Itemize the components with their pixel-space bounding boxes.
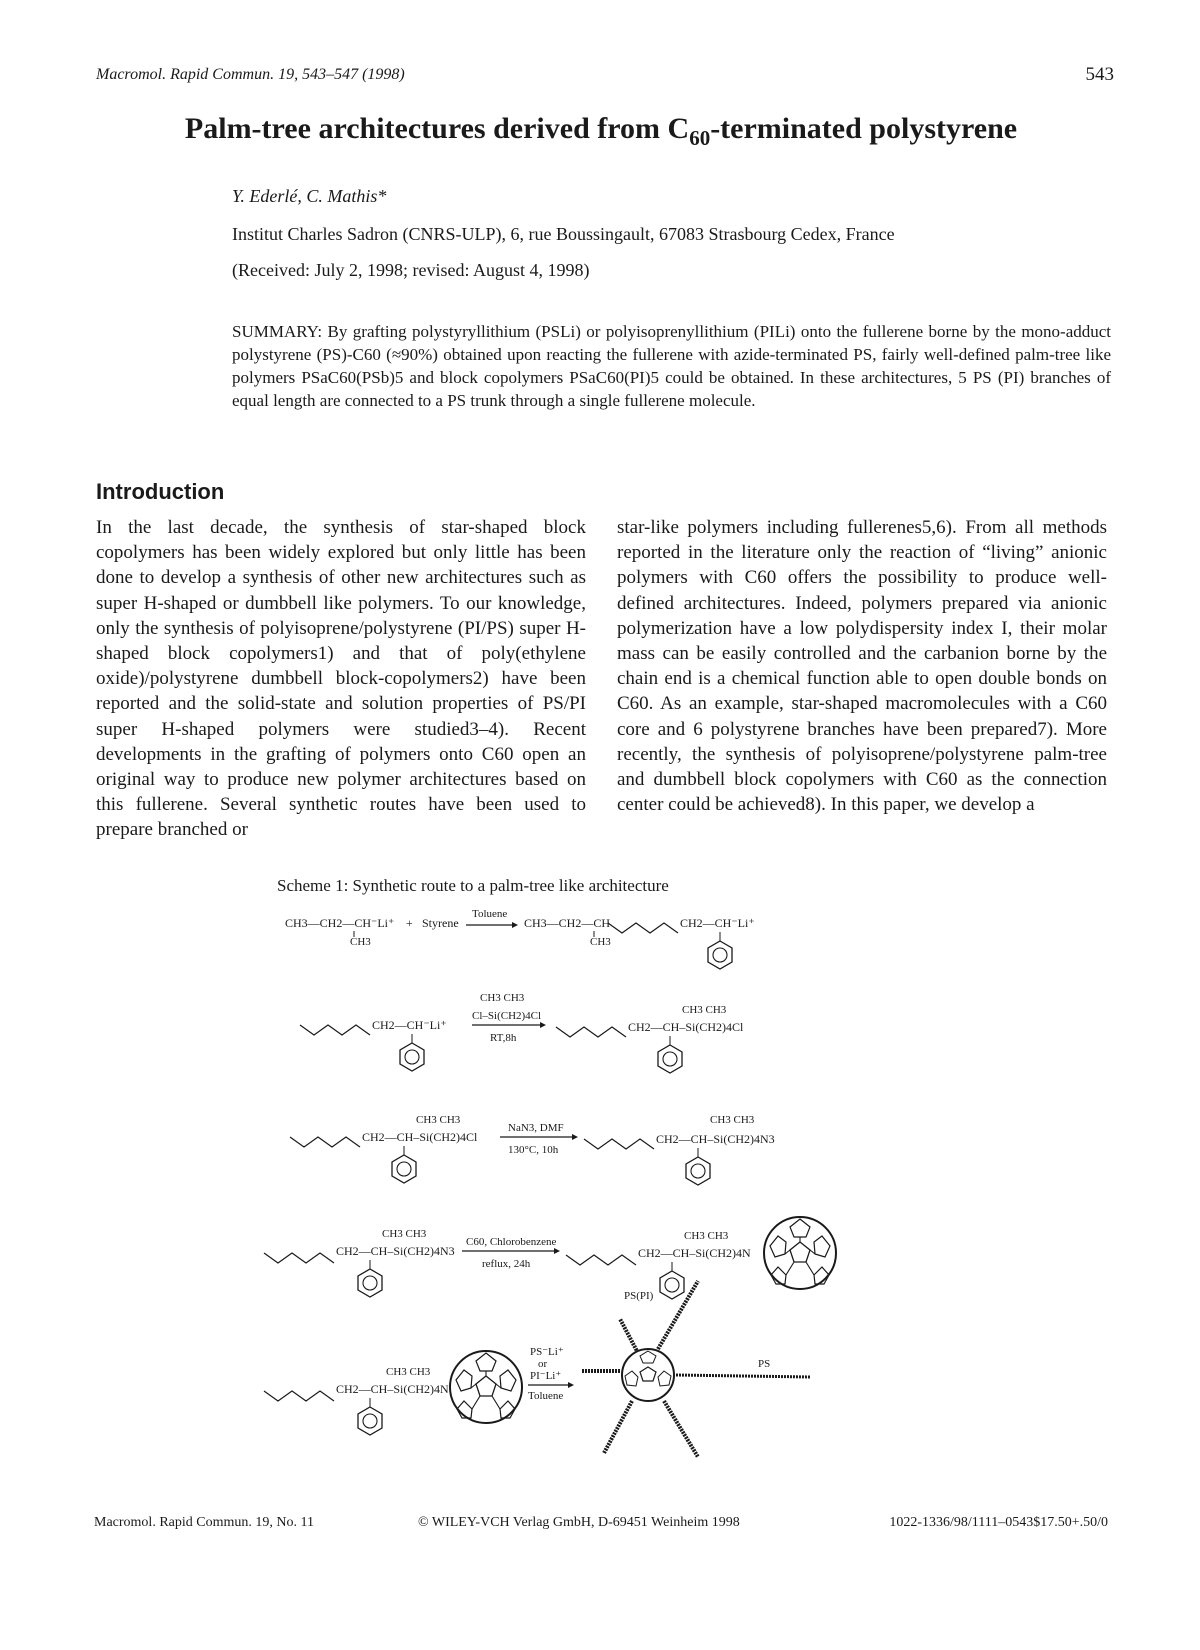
- footer-copyright: © WILEY-VCH Verlag GmbH, D-69451 Weinheim 1998: [418, 1515, 740, 1530]
- step1-product: CH3—CH2—CH: [524, 916, 611, 930]
- benzene-ring-icon: [660, 1271, 684, 1299]
- benzene-ring-icon: [358, 1269, 382, 1297]
- reaction-scheme: [260, 905, 850, 1475]
- article-title: [96, 112, 1106, 150]
- step4-product: CH2—CH–Si(CH2)4N: [638, 1246, 751, 1260]
- page-number: 543: [1085, 64, 1114, 85]
- step3-reactant: CH2—CH–Si(CH2)4Cl: [362, 1130, 478, 1144]
- received-dates: (Received: July 2, 1998; revised: August 4, 1998): [232, 260, 590, 280]
- scheme-row-1: [285, 908, 755, 969]
- step5-reagent-1: PS⁻Li⁺: [530, 1346, 564, 1358]
- benzene-ring-icon: [686, 1157, 710, 1185]
- step2-condition: RT,8h: [490, 1032, 517, 1044]
- step2-reagent: Cl–Si(CH2)4Cl: [472, 1010, 542, 1022]
- step4-condition: reflux, 24h: [482, 1258, 531, 1270]
- benzene-ring-icon: [400, 1043, 424, 1071]
- step1-product-tail: CH2—CH⁻Li⁺: [680, 916, 755, 930]
- step3-condition: 130°C, 10h: [508, 1144, 559, 1156]
- scheme-row-5: [264, 1281, 810, 1457]
- summary-label: SUMMARY:: [232, 322, 323, 341]
- scheme-row-3: [290, 1114, 775, 1185]
- title-main: Palm-tree architectures derived from C: [184, 112, 690, 145]
- step5-solvent: Toluene: [528, 1390, 564, 1402]
- step2-product: CH2—CH–Si(CH2)4Cl: [628, 1020, 744, 1034]
- step5-reactant: CH2—CH–Si(CH2)4N: [336, 1382, 449, 1396]
- step5-reagent-or: or: [538, 1358, 548, 1370]
- benzene-ring-icon: [358, 1407, 382, 1435]
- step5-methyls: CH3 CH3: [386, 1366, 431, 1378]
- benzene-ring-icon: [708, 941, 732, 969]
- summary: [232, 320, 1111, 412]
- scheme-caption: Scheme 1: Synthetic route to a palm-tree like architecture: [277, 876, 669, 895]
- scheme-row-2: [300, 992, 744, 1073]
- benzene-ring-icon: [658, 1045, 682, 1073]
- title-tail: -terminated polystyrene: [710, 112, 1018, 145]
- scheme-row-4: [264, 1217, 836, 1299]
- affiliation: Institut Charles Sadron (CNRS-ULP), 6, rue Boussingault, 67083 Strasbourg Cedex, France: [232, 224, 895, 244]
- section-heading: Introduction: [96, 479, 225, 504]
- step4-reagent: C60, Chlorobenzene: [466, 1236, 557, 1248]
- step3-methyls: CH3 CH3: [416, 1114, 461, 1126]
- step2-tail: CH2—CH⁻Li⁺: [372, 1018, 447, 1032]
- fullerene-icon: [450, 1351, 522, 1423]
- step2-reagent-methyls: CH3 CH3: [480, 992, 525, 1004]
- step1-reagent: Toluene: [472, 908, 508, 920]
- step1-plus: +: [406, 916, 413, 930]
- step1-monomer: Styrene: [422, 916, 459, 930]
- footer-journal: Macromol. Rapid Commun. 19, No. 11: [94, 1515, 314, 1530]
- step3-reagent: NaN3, DMF: [508, 1122, 564, 1134]
- step1-reactant: CH3—CH2—CH⁻Li⁺: [285, 916, 395, 930]
- journal-reference: Macromol. Rapid Commun. 19, 543–547 (1998): [96, 66, 405, 83]
- step1-methyl: CH3: [350, 936, 371, 948]
- authors: Y. Ederlé, C. Mathis*: [232, 186, 387, 206]
- step4-reactant: CH2—CH–Si(CH2)4N3: [336, 1244, 455, 1258]
- title-subscript: 60: [689, 126, 711, 150]
- step5-reagent-2: PI⁻Li⁺: [530, 1370, 562, 1382]
- fullerene-icon: [764, 1217, 836, 1289]
- step3-product-methyls: CH3 CH3: [710, 1114, 755, 1126]
- step4-methyls: CH3 CH3: [382, 1228, 427, 1240]
- step2-product-methyls: CH3 CH3: [682, 1004, 727, 1016]
- intro-right-column: star-like polymers including fullerenes5,6). From all methods reported in the literature only the reaction of “living” anionic polymers with C60 offers the possibility to produce well-defined architectures. Indeed, polymers prepared via anionic polymerization have a low polydispersity index I, their molar mass can be easily controlled and the carbanion borne by the chain end is a chemical function able to open double bonds on C60. As an example, star-shaped macromolecules with a C60 core and 6 polystyrene branches have been prepared7). More recently, the synthesis of polyisoprene/polystyrene palm-tree and dumbbell block copolymers with C60 as the connection center could be achieved8). In this paper, we develop a: [617, 517, 1107, 816]
- footer-issn: 1022-1336/98/1111–0543$17.50+.50/0: [889, 1515, 1108, 1530]
- trunk-label: PS: [758, 1358, 771, 1370]
- step1-product-methyl: CH3: [590, 936, 611, 948]
- palm-tree-product: [582, 1281, 810, 1457]
- intro-left-column: In the last decade, the synthesis of star-shaped block copolymers has been widely explored but only little has been done to develop a synthesis of other new architectures such as super H-shaped or dumbbell like polymers. To our knowledge, only the synthesis of polyisoprene/polystyrene (PI/PS) super H-shaped block copolymers1) and that of poly(ethylene oxide)/polystyrene dumbbell block-copolymers2) have been reported and the solid-state and solution properties of PS/PI super H-shaped polymers were studied3–4). Recent developments in the grafting of polymers onto C60 open an original way to produce new polymer architectures based on this fullerene. Several synthetic routes have been used to prepare branched or: [96, 517, 586, 841]
- summary-text: By grafting polystyryllithium (PSLi) or polyisoprenyllithium (PILi) onto the fullerene borne by the mono-adduct polystyrene (PS)-C60 (≈90%) obtained upon reacting the fullerene with azide-terminated PS, fairly well-defined palm-tree like polymers PSaC60(PSb)5 and block copolymers PSaC60(PI)5 could be obtained. In these architectures, 5 PS (PI) branches of equal length are connected to a PS trunk through a single fullerene molecule.: [232, 322, 1112, 410]
- benzene-ring-icon: [392, 1155, 416, 1183]
- branch-label: PS(PI): [624, 1290, 654, 1302]
- step4-product-methyls: CH3 CH3: [684, 1230, 729, 1242]
- step3-product: CH2—CH–Si(CH2)4N3: [656, 1132, 775, 1146]
